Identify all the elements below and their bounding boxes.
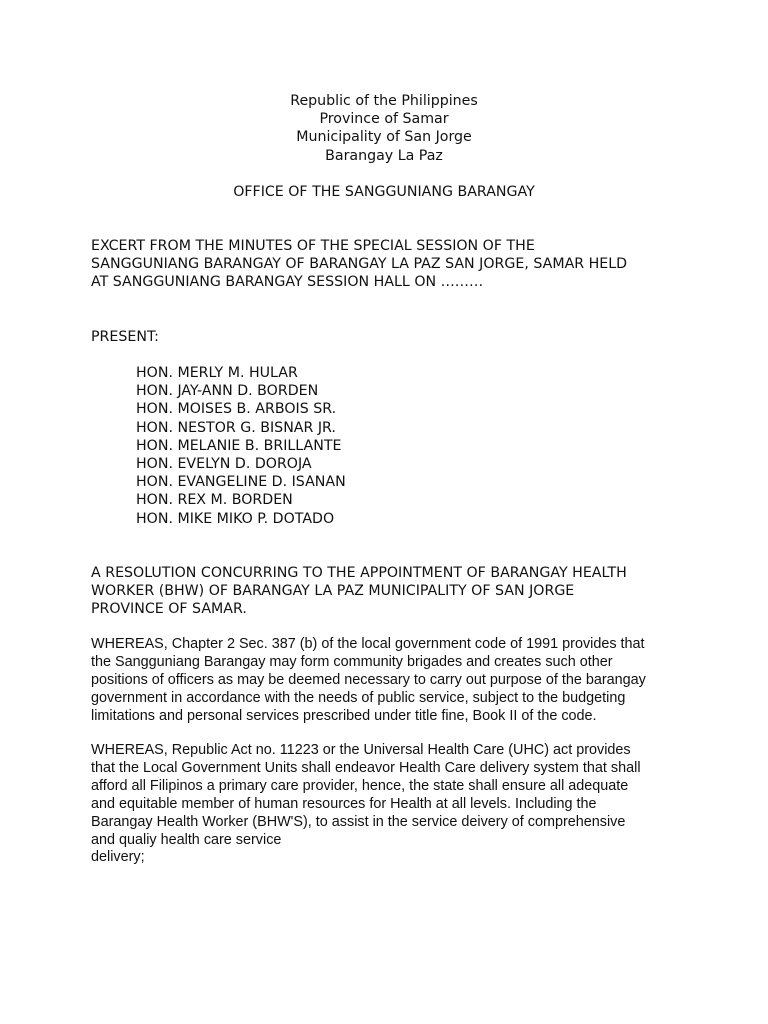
letterhead (0, 92, 768, 165)
member-item: HON. JAY-ANN D. BORDEN (136, 383, 319, 400)
excerpt-line: AT SANGGUNIANG BARANGAY SESSION HALL ON ……… (91, 274, 484, 291)
member-item: HON. MIKE MIKO P. DOTADO (136, 510, 335, 527)
present-label: PRESENT: (91, 329, 159, 345)
paragraph-line: the Sangguniang Barangay may form community brigades and creates such other (91, 653, 613, 670)
member-item: HON. NESTOR G. BISNAR JR. (136, 419, 336, 436)
excerpt-line: EXCERT FROM THE MINUTES OF THE SPECIAL SESSION OF THE (91, 238, 535, 254)
resolution-line: PROVINCE OF SAMAR. (91, 601, 247, 618)
paragraph-line: WHEREAS, Republic Act no. 11223 or the Universal Health Care (UHC) act provides (91, 742, 631, 758)
paragraph-line: afford all Filipinos a primary care provider, hence, the state shall ensure all adequate (91, 777, 629, 794)
member-item: HON. MERLY M. HULAR (136, 365, 298, 381)
member-item: HON. REX M. BORDEN (136, 492, 293, 509)
excerpt-heading (91, 237, 691, 292)
paragraph-line: and qualiy health care service (91, 831, 282, 848)
paragraph-line: government in accordance with the needs of public service, subject to the budgeting (91, 689, 626, 706)
letterhead-republic: Republic of the Philippines (290, 93, 478, 109)
whereas-paragraph-2 (91, 742, 641, 867)
member-item: HON. MOISES B. ARBOIS SR. (136, 401, 337, 418)
paragraph-line: WHEREAS, Chapter 2 Sec. 387 (b) of the local government code of 1991 provides that (91, 636, 645, 652)
excerpt-line: SANGGUNIANG BARANGAY OF BARANGAY LA PAZ SAN JORGE, SAMAR HELD (91, 256, 628, 273)
whereas-paragraph-1 (91, 636, 646, 726)
resolution-line: WORKER (BHW) OF BARANGAY LA PAZ MUNICIPALITY OF SAN JORGE (91, 583, 575, 600)
paragraph-line: Barangay Health Worker (BHW'S), to assist in the service deivery of comprehensive (91, 813, 626, 830)
paragraph-line: limitations and personal services prescribed under title fine, Book II of the code. (91, 707, 597, 724)
resolution-title (91, 564, 627, 619)
paragraph-line: positions of officers as may be deemed necessary to carry out purpose of the barangay (91, 671, 646, 688)
paragraph-line: that the Local Government Units shall endeavor Health Care delivery system that shall (91, 759, 641, 776)
member-item: HON. EVELYN D. DOROJA (136, 456, 312, 473)
member-item: HON. MELANIE B. BRILLANTE (136, 437, 342, 454)
resolution-line: A RESOLUTION CONCURRING TO THE APPOINTMENT OF BARANGAY HEALTH (91, 565, 627, 581)
letterhead-barangay: Barangay La Paz (325, 147, 443, 164)
paragraph-line: and equitable member of human resources for Health at all levels. Including the (91, 795, 597, 812)
office-title: OFFICE OF THE SANGGUNIANG BARANGAY (233, 184, 535, 200)
letterhead-municipality: Municipality of San Jorge (296, 129, 472, 146)
letterhead-province: Province of Samar (319, 111, 449, 128)
member-item: HON. EVANGELINE D. ISANAN (136, 474, 346, 491)
paragraph-line: delivery; (91, 849, 145, 866)
members-list (136, 364, 346, 528)
